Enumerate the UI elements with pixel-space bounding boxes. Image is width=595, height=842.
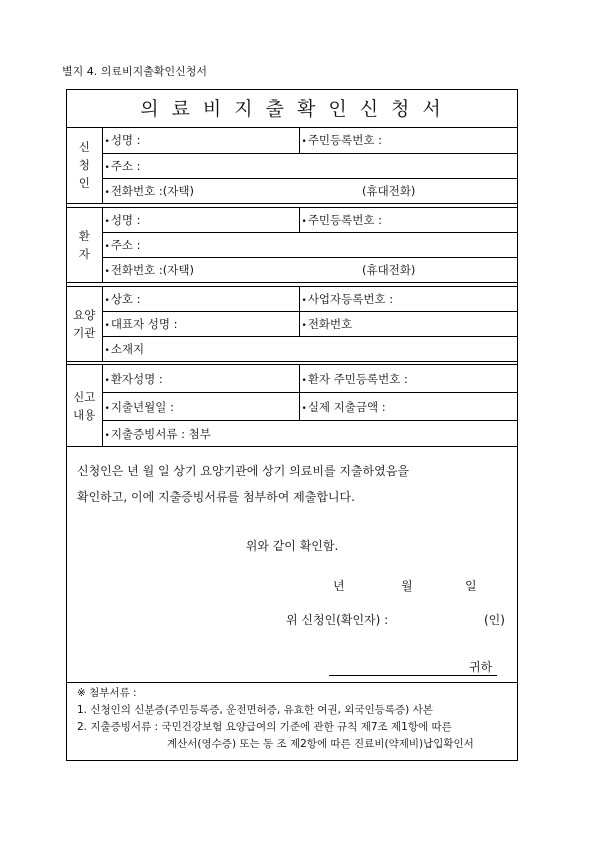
- applicant-name-field[interactable]: 성명 :: [110, 133, 141, 148]
- report-header: 신고 내용: [67, 365, 102, 447]
- date-day[interactable]: 일: [465, 579, 477, 593]
- patient-phone-field[interactable]: 전화번호 :(자택): [110, 263, 194, 277]
- institution-phone-field[interactable]: 전화번호: [307, 317, 353, 331]
- form-title: 의료비지출확인신청서: [67, 90, 517, 128]
- applicant-header: 신 청 인: [67, 128, 102, 203]
- seal-mark[interactable]: (인): [484, 613, 505, 627]
- patient-header: 환 자: [67, 208, 102, 283]
- statement-line-2: 확인하고, 이에 지출증빙서류를 첨부하여 제출합니다.: [77, 490, 355, 504]
- signer-label: 위 신청인(확인자) :: [286, 613, 389, 627]
- patient-address-field[interactable]: 주소 :: [110, 238, 141, 252]
- institution-header: 요양 기관: [67, 287, 102, 362]
- medical-expense-confirmation-form: [66, 89, 518, 761]
- institution-location-field[interactable]: 소재지: [110, 342, 145, 356]
- confirm-text: 위와 같이 확인함.: [245, 539, 339, 553]
- report-section: [67, 364, 517, 447]
- report-patient-rrn-field[interactable]: 환자 주민등록번호 :: [307, 371, 408, 386]
- institution-name-field[interactable]: 상호 :: [110, 292, 141, 306]
- attachments-list: [77, 685, 474, 753]
- attachment-item-2: 2. 지출증빙서류 : 국민건강보험 요양급여의 기준에 관한 규칙 제7조 제1항에 따른: [77, 721, 452, 733]
- patient-rrn-field[interactable]: 주민등록번호 :: [307, 213, 382, 227]
- report-date-field[interactable]: 지출년월일 :: [110, 399, 174, 414]
- date-month[interactable]: 월: [401, 579, 413, 593]
- statement-line-1: 신청인은 년 월 일 상기 요양기관에 상기 의료비를 지출하였음을: [77, 464, 409, 478]
- recipient-label: 귀하: [469, 660, 493, 674]
- institution-section: [67, 286, 517, 362]
- attachments-heading: ※ 첨부서류 :: [77, 687, 137, 699]
- attachment-item-1: 1. 신청인의 신분증(주민등록증, 운전면허증, 유효한 여권, 외국인등록증) 사본: [77, 704, 433, 716]
- recipient-line[interactable]: [329, 675, 497, 676]
- form-caption: 별지 4. 의료비지출확인신청서: [62, 65, 207, 78]
- report-patient-name-field[interactable]: 환자성명 :: [110, 371, 163, 386]
- institution-biz-no-field[interactable]: 사업자등록번호 :: [307, 292, 394, 306]
- statement-paragraph: [77, 458, 507, 510]
- patient-name-field[interactable]: 성명 :: [110, 213, 141, 227]
- applicant-address-field[interactable]: 주소 :: [110, 158, 141, 173]
- patient-section: [67, 207, 517, 283]
- applicant-section: [67, 128, 517, 204]
- attachments-divider: [67, 682, 517, 683]
- institution-rep-field[interactable]: 대표자 성명 :: [110, 317, 178, 331]
- applicant-mobile-label: (휴대전화): [362, 183, 416, 198]
- section-divider: [67, 446, 517, 447]
- attachment-item-2-cont: 계산서(영수증) 또는 동 조 제2항에 따른 진료비(약제비)납입확인서: [167, 738, 474, 750]
- report-amount-field[interactable]: 실제 지출금액 :: [307, 399, 386, 414]
- applicant-phone-field[interactable]: 전화번호 :(자택): [110, 183, 194, 198]
- date-year[interactable]: 년: [333, 579, 345, 593]
- report-docs-field[interactable]: 지출증빙서류 : 첨부: [110, 426, 211, 441]
- applicant-rrn-field[interactable]: 주민등록번호 :: [307, 133, 382, 148]
- patient-mobile-label: (휴대전화): [362, 263, 416, 277]
